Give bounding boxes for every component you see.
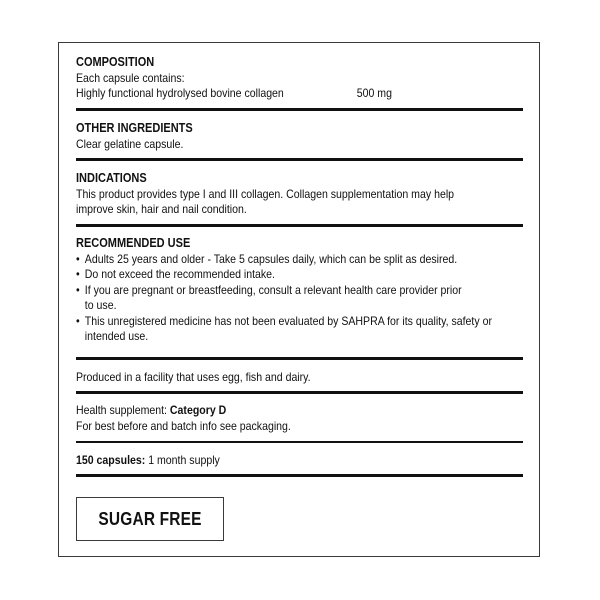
allergen-section [76, 370, 522, 386]
supply-duration: 1 month supply [145, 453, 220, 467]
indications-line: improve skin, hair and nail condition. [76, 202, 247, 216]
indications-line: This product provides type I and III collagen. Collagen supplementation may help [76, 186, 455, 201]
recommended-use-section [76, 236, 522, 345]
category-prefix: Health supplement: [76, 403, 170, 417]
list-item-text: intended use. [84, 329, 149, 343]
list-item [76, 252, 522, 268]
composition-ingredient-row [76, 86, 522, 102]
other-ingredients-text: Clear gelatine capsule. [76, 136, 184, 151]
capsule-count: 150 capsules: [76, 453, 146, 467]
section-divider [76, 158, 523, 161]
other-ingredients-section [76, 121, 522, 152]
indications-heading: INDICATIONS [76, 171, 147, 185]
list-item-text: • Adults 25 years and older - Take 5 capsules daily, which can be split as desired. [84, 251, 458, 266]
sugar-free-badge [76, 497, 224, 541]
supplement-label [58, 42, 540, 557]
list-item-text: • If you are pregnant or breastfeeding, consult a relevant health care provider prior [84, 282, 462, 297]
quantity-line [76, 453, 522, 469]
composition-line: Each capsule contains: [76, 70, 185, 85]
list-item [76, 283, 522, 314]
section-divider [76, 108, 523, 111]
composition-heading: COMPOSITION [76, 55, 155, 69]
category-note: For best before and batch info see packaging. [76, 418, 291, 433]
composition-ingredient: Highly functional hydrolysed bovine collagen [76, 86, 284, 100]
other-ingredients-heading: OTHER INGREDIENTS [76, 121, 193, 135]
section-divider [76, 224, 523, 227]
category-section [76, 403, 522, 434]
section-divider [76, 357, 523, 360]
list-item-text: • Do not exceed the recommended intake. [84, 267, 276, 281]
quantity-section [76, 453, 522, 469]
section-divider [76, 474, 523, 477]
recommended-use-heading: RECOMMENDED USE [76, 236, 191, 250]
list-item [76, 314, 522, 345]
recommended-use-list [76, 252, 522, 345]
composition-section [76, 55, 522, 102]
list-item-text: • This unregistered medicine has not been evaluated by SAHPRA for its quality, safety or [84, 313, 492, 328]
sugar-free-text: SUGAR FREE [98, 508, 202, 529]
list-item-text: to use. [84, 298, 117, 312]
category-value: Category D [169, 403, 227, 417]
section-divider [76, 441, 523, 443]
list-item [76, 267, 522, 283]
composition-amount: 500 mg [356, 86, 392, 100]
category-line [76, 403, 522, 419]
indications-section [76, 171, 522, 218]
section-divider [76, 391, 523, 394]
allergen-text: Produced in a facility that uses egg, fish and dairy. [76, 370, 311, 384]
